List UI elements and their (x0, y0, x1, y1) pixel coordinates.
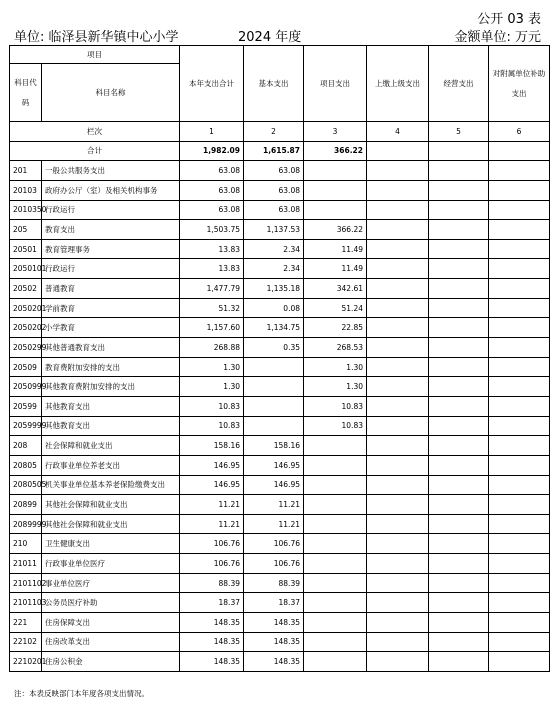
project-cell (304, 534, 367, 554)
name-cell: 其他教育支出 (42, 416, 180, 436)
subsidy-cell (489, 200, 550, 220)
subsidy-cell (489, 652, 550, 672)
project-cell (304, 161, 367, 181)
code-cell: 2050202 (10, 318, 42, 338)
total-cell: 88.39 (180, 573, 244, 593)
total-cell: 1,477.79 (180, 279, 244, 299)
subsidy-cell (489, 632, 550, 652)
upper-cell (367, 495, 429, 515)
table-row (10, 200, 550, 220)
code-cell: 208 (10, 436, 42, 456)
business-cell (429, 534, 489, 554)
subsidy-cell (489, 259, 550, 279)
business-cell (429, 573, 489, 593)
code-cell: 2089999 (10, 514, 42, 534)
table-row (10, 495, 550, 515)
header-project: 项目支出 (304, 46, 367, 122)
subsidy-cell (489, 239, 550, 259)
basic-cell (244, 416, 304, 436)
upper-cell (367, 180, 429, 200)
code-cell: 20103 (10, 180, 42, 200)
code-cell: 2210201 (10, 652, 42, 672)
total-cell: 268.88 (180, 338, 244, 358)
name-cell: 其他社会保障和就业支出 (42, 495, 180, 515)
business-cell (429, 338, 489, 358)
name-cell: 行政运行 (42, 200, 180, 220)
business-cell (429, 161, 489, 181)
code-cell: 2010350 (10, 200, 42, 220)
code-cell: 2101103 (10, 593, 42, 613)
business-cell (429, 554, 489, 574)
total-row (10, 141, 550, 161)
total-cell: 13.83 (180, 239, 244, 259)
project-cell (304, 632, 367, 652)
business-cell (429, 200, 489, 220)
index-cell: 6 (489, 122, 550, 142)
code-cell: 20502 (10, 279, 42, 299)
basic-cell (244, 357, 304, 377)
basic-cell: 2.34 (244, 259, 304, 279)
upper-cell (367, 436, 429, 456)
project-cell: 1.30 (304, 357, 367, 377)
code-cell: 20899 (10, 495, 42, 515)
basic-cell: 11.21 (244, 514, 304, 534)
subsidy-cell (489, 613, 550, 633)
business-cell (429, 593, 489, 613)
code-cell: 2050299 (10, 338, 42, 358)
upper-cell (367, 298, 429, 318)
project-cell: 51.24 (304, 298, 367, 318)
total-cell: 1,157.60 (180, 318, 244, 338)
table-row (10, 161, 550, 181)
table-row (10, 573, 550, 593)
upper-cell (367, 416, 429, 436)
total-cell: 11.21 (180, 514, 244, 534)
business-cell (429, 632, 489, 652)
total-cell: 106.76 (180, 554, 244, 574)
name-cell: 事业单位医疗 (42, 573, 180, 593)
total-cell: 1,503.75 (180, 220, 244, 240)
code-cell: 22102 (10, 632, 42, 652)
project-cell: 11.49 (304, 239, 367, 259)
code-cell: 20599 (10, 396, 42, 416)
basic-cell: 1,134.75 (244, 318, 304, 338)
project-cell: 10.83 (304, 416, 367, 436)
upper-cell (367, 161, 429, 181)
project-cell (304, 495, 367, 515)
project-cell: 22.85 (304, 318, 367, 338)
project-cell (304, 652, 367, 672)
year-label: 2024 年度 (238, 30, 302, 45)
index-cell: 1 (180, 122, 244, 142)
name-cell: 行政事业单位养老支出 (42, 455, 180, 475)
upper-cell (367, 652, 429, 672)
total-business (429, 141, 489, 161)
basic-cell: 63.08 (244, 180, 304, 200)
basic-cell: 63.08 (244, 161, 304, 181)
total-cell: 146.95 (180, 475, 244, 495)
subsidy-cell (489, 436, 550, 456)
subsidy-cell (489, 455, 550, 475)
subsidy-cell (489, 279, 550, 299)
project-cell (304, 573, 367, 593)
header-upper: 上缴上级支出 (367, 46, 429, 122)
business-cell (429, 318, 489, 338)
index-cell: 5 (429, 122, 489, 142)
basic-cell: 0.08 (244, 298, 304, 318)
subsidy-cell (489, 377, 550, 397)
index-cell: 2 (244, 122, 304, 142)
upper-cell (367, 200, 429, 220)
table-row (10, 298, 550, 318)
footnote: 注：本表反映部门本年度各项支出情况。 (14, 689, 149, 698)
name-cell: 社会保障和就业支出 (42, 436, 180, 456)
subsidy-cell (489, 554, 550, 574)
basic-cell: 148.35 (244, 632, 304, 652)
business-cell (429, 220, 489, 240)
basic-cell: 2.34 (244, 239, 304, 259)
business-cell (429, 279, 489, 299)
upper-cell (367, 475, 429, 495)
total-cell: 148.35 (180, 652, 244, 672)
header-code: 科目代码 (10, 64, 42, 122)
project-cell: 366.22 (304, 220, 367, 240)
table-row (10, 377, 550, 397)
total-cell: 10.83 (180, 416, 244, 436)
subsidy-cell (489, 180, 550, 200)
upper-cell (367, 377, 429, 397)
code-cell: 210 (10, 534, 42, 554)
upper-cell (367, 239, 429, 259)
project-cell (304, 613, 367, 633)
upper-cell (367, 259, 429, 279)
expenditure-table (9, 45, 550, 672)
name-cell: 小学教育 (42, 318, 180, 338)
business-cell (429, 436, 489, 456)
subsidy-cell (489, 475, 550, 495)
total-cell: 11.21 (180, 495, 244, 515)
total-basic: 1,615.87 (244, 141, 304, 161)
name-cell: 行政运行 (42, 259, 180, 279)
business-cell (429, 298, 489, 318)
code-cell: 20501 (10, 239, 42, 259)
project-cell (304, 200, 367, 220)
name-cell: 卫生健康支出 (42, 534, 180, 554)
index-cell: 4 (367, 122, 429, 142)
basic-cell: 0.35 (244, 338, 304, 358)
code-cell: 205 (10, 220, 42, 240)
header-name: 科目名称 (42, 64, 180, 122)
business-cell (429, 613, 489, 633)
code-cell: 21011 (10, 554, 42, 574)
basic-cell: 158.16 (244, 436, 304, 456)
total-cell: 51.32 (180, 298, 244, 318)
table-row (10, 318, 550, 338)
project-cell: 268.53 (304, 338, 367, 358)
name-cell: 行政事业单位医疗 (42, 554, 180, 574)
header-basic: 基本支出 (244, 46, 304, 122)
name-cell: 公务员医疗补助 (42, 593, 180, 613)
name-cell: 机关事业单位基本养老保险缴费支出 (42, 475, 180, 495)
subsidy-cell (489, 161, 550, 181)
total-cell: 148.35 (180, 613, 244, 633)
basic-cell: 88.39 (244, 573, 304, 593)
upper-cell (367, 279, 429, 299)
project-cell: 11.49 (304, 259, 367, 279)
name-cell: 其他社会保障和就业支出 (42, 514, 180, 534)
upper-cell (367, 632, 429, 652)
basic-cell: 1,135.18 (244, 279, 304, 299)
total-upper (367, 141, 429, 161)
table-row (10, 652, 550, 672)
business-cell (429, 475, 489, 495)
project-cell: 342.61 (304, 279, 367, 299)
project-cell (304, 593, 367, 613)
name-cell: 普通教育 (42, 279, 180, 299)
table-row (10, 475, 550, 495)
basic-cell: 148.35 (244, 613, 304, 633)
form-code: 公开 03 表 (477, 12, 541, 27)
name-cell: 教育管理事务 (42, 239, 180, 259)
name-cell: 其他普通教育支出 (42, 338, 180, 358)
table-row (10, 239, 550, 259)
index-row (10, 122, 550, 142)
business-cell (429, 514, 489, 534)
total-cell: 1.30 (180, 357, 244, 377)
upper-cell (367, 554, 429, 574)
business-cell (429, 180, 489, 200)
index-label: 栏次 (10, 122, 180, 142)
header-subsidy: 对附属单位补助支出 (489, 46, 550, 122)
upper-cell (367, 318, 429, 338)
project-cell: 1.30 (304, 377, 367, 397)
business-cell (429, 652, 489, 672)
table-row (10, 416, 550, 436)
project-cell (304, 180, 367, 200)
name-cell: 住房保障支出 (42, 613, 180, 633)
business-cell (429, 259, 489, 279)
basic-cell: 63.08 (244, 200, 304, 220)
code-cell: 2050201 (10, 298, 42, 318)
project-cell (304, 475, 367, 495)
business-cell (429, 495, 489, 515)
table-row (10, 436, 550, 456)
header-total: 本年支出合计 (180, 46, 244, 122)
name-cell: 学前教育 (42, 298, 180, 318)
amount-unit-label: 金额单位: 万元 (454, 30, 541, 45)
business-cell (429, 396, 489, 416)
total-cell: 1.30 (180, 377, 244, 397)
subsidy-cell (489, 396, 550, 416)
basic-cell: 146.95 (244, 475, 304, 495)
name-cell: 住房公积金 (42, 652, 180, 672)
basic-cell: 106.76 (244, 534, 304, 554)
project-cell (304, 455, 367, 475)
total-cell: 106.76 (180, 534, 244, 554)
basic-cell: 18.37 (244, 593, 304, 613)
total-cell: 148.35 (180, 632, 244, 652)
code-cell: 2101102 (10, 573, 42, 593)
business-cell (429, 377, 489, 397)
upper-cell (367, 455, 429, 475)
code-cell: 20509 (10, 357, 42, 377)
table-row (10, 554, 550, 574)
name-cell: 住房改革支出 (42, 632, 180, 652)
table-row (10, 534, 550, 554)
name-cell: 政府办公厅（室）及相关机构事务 (42, 180, 180, 200)
header-business: 经营支出 (429, 46, 489, 122)
upper-cell (367, 593, 429, 613)
project-cell: 10.83 (304, 396, 367, 416)
subsidy-cell (489, 495, 550, 515)
total-subsidy (489, 141, 550, 161)
name-cell: 教育支出 (42, 220, 180, 240)
total-cell: 146.95 (180, 455, 244, 475)
subsidy-cell (489, 534, 550, 554)
total-cell: 18.37 (180, 593, 244, 613)
basic-cell: 146.95 (244, 455, 304, 475)
group-header: 项目 (10, 46, 180, 64)
total-project: 366.22 (304, 141, 367, 161)
table-row (10, 180, 550, 200)
code-cell: 20805 (10, 455, 42, 475)
project-cell (304, 554, 367, 574)
business-cell (429, 357, 489, 377)
total-label: 合计 (10, 141, 180, 161)
subsidy-cell (489, 514, 550, 534)
code-cell: 2050101 (10, 259, 42, 279)
subsidy-cell (489, 298, 550, 318)
table-row (10, 632, 550, 652)
project-cell (304, 436, 367, 456)
basic-cell: 106.76 (244, 554, 304, 574)
table-row (10, 514, 550, 534)
code-cell: 2080505 (10, 475, 42, 495)
upper-cell (367, 338, 429, 358)
table-row (10, 279, 550, 299)
total-cell: 158.16 (180, 436, 244, 456)
subsidy-cell (489, 573, 550, 593)
upper-cell (367, 534, 429, 554)
code-cell: 2059999 (10, 416, 42, 436)
business-cell (429, 416, 489, 436)
subsidy-cell (489, 357, 550, 377)
subsidy-cell (489, 416, 550, 436)
subsidy-cell (489, 338, 550, 358)
name-cell: 一般公共服务支出 (42, 161, 180, 181)
basic-cell: 1,137.53 (244, 220, 304, 240)
business-cell (429, 239, 489, 259)
subsidy-cell (489, 593, 550, 613)
index-cell: 3 (304, 122, 367, 142)
code-cell: 201 (10, 161, 42, 181)
business-cell (429, 455, 489, 475)
basic-cell: 11.21 (244, 495, 304, 515)
name-cell: 教育费附加安排的支出 (42, 357, 180, 377)
upper-cell (367, 613, 429, 633)
total-amount: 1,982.09 (180, 141, 244, 161)
code-cell: 221 (10, 613, 42, 633)
total-cell: 10.83 (180, 396, 244, 416)
upper-cell (367, 220, 429, 240)
total-cell: 63.08 (180, 180, 244, 200)
table-row (10, 613, 550, 633)
table-row (10, 593, 550, 613)
project-cell (304, 514, 367, 534)
code-cell: 2050999 (10, 377, 42, 397)
upper-cell (367, 357, 429, 377)
total-cell: 63.08 (180, 161, 244, 181)
table-row (10, 396, 550, 416)
table-row (10, 338, 550, 358)
upper-cell (367, 573, 429, 593)
table-row (10, 259, 550, 279)
name-cell: 其他教育支出 (42, 396, 180, 416)
name-cell: 其他教育费附加安排的支出 (42, 377, 180, 397)
unit-label: 单位: 临泽县新华镇中心小学 (14, 30, 179, 45)
table-row (10, 455, 550, 475)
upper-cell (367, 514, 429, 534)
basic-cell (244, 396, 304, 416)
table-row (10, 220, 550, 240)
total-cell: 63.08 (180, 200, 244, 220)
total-cell: 13.83 (180, 259, 244, 279)
subsidy-cell (489, 318, 550, 338)
basic-cell: 148.35 (244, 652, 304, 672)
subsidy-cell (489, 220, 550, 240)
basic-cell (244, 377, 304, 397)
table-row (10, 357, 550, 377)
upper-cell (367, 396, 429, 416)
